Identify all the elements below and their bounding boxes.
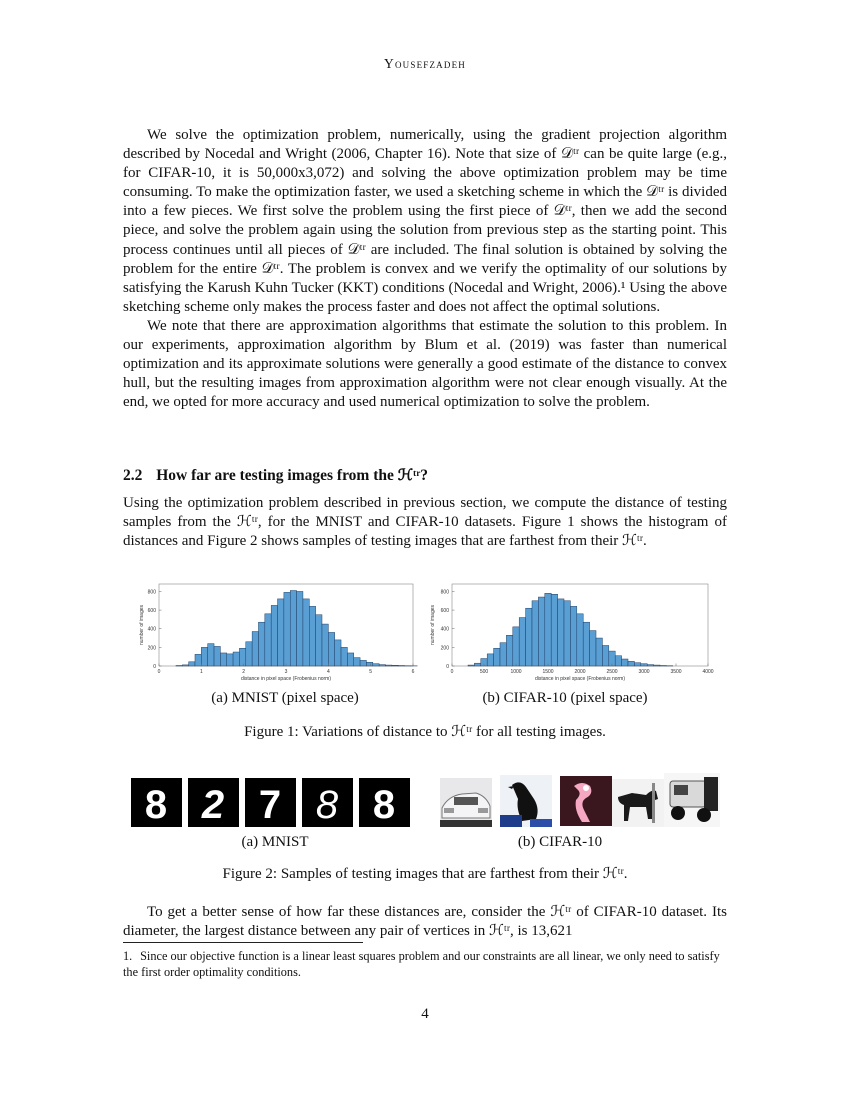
histogram-bar [208,644,214,666]
histogram-bar [602,646,608,667]
digit-8-bold-glyph [359,778,410,827]
histogram-bar [590,631,596,666]
x-tick-label: 500 [479,669,489,675]
body-text-top [123,126,727,412]
histogram-bar [519,618,525,666]
x-tick-label: 1000 [510,669,522,675]
mnist-sample-2 [188,778,239,827]
histogram-bar [551,594,557,666]
histogram-bar [468,665,474,666]
section-heading [123,466,428,485]
histogram-bar [290,591,296,666]
histogram-bar [258,622,264,666]
histogram-bar [284,592,290,666]
paragraph-1: We solve the optimization problem, numerically, using the gradient projection algorithm described by Nocedal and Wright (2006, Chapter 16). Note that size of 𝒟ᵗʳ can be quite large (e.g., for CIFAR-10, it is 50,000x3,072) and solving the above optimization problem may be time consuming. To make the optimization faster, we used a sketching scheme in which the 𝒟ᵗʳ is divided into a few pieces. We first solve the problem using the first piece of 𝒟ᵗʳ, then we add the second piece, and solve the problem again using the solution from previous step as the starting point. This process continues until all pieces of 𝒟ᵗʳ are included. The final solution is obtained by solving the problem for the entire 𝒟ᵗʳ. The problem is convex and we verify the optimality of our solutions by satisfying the Karush Kuhn Tucker (KKT) conditions (Nocedal and Wright, 2006).¹ Using the above sketching scheme only makes the process faster and does not affect the optimal solutions. [123,127,727,315]
histogram-bar [366,662,372,666]
mnist-digit-3: 7 [258,783,282,827]
y-tick-label: 0 [153,664,156,670]
x-tick-label: 0 [157,669,161,675]
histogram-bar [201,647,207,666]
figure2-caption: Figure 2: Samples of testing images that are farthest from their ℋᵗʳ. [222,866,628,882]
section-number: 2.2 [123,467,143,484]
x-tick-label: 2000 [574,669,586,675]
closing-paragraph: To get a better sense of how far these distances are, consider the ℋᵗʳ of CIFAR-10 dataset. Its diameter, the largest distance between any pair of vertices in ℋᵗʳ, is 13,621 [123,904,727,940]
x-tick-label: 3500 [670,669,682,675]
histogram-bar [577,614,583,666]
figure1-caption: Figure 1: Variations of distance to ℋᵗʳ for all testing images. [244,724,606,740]
histogram-bar [182,665,188,666]
x-axis-label: distance in pixel space (Frobenius norm) [534,676,626,682]
digit-2-glyph [188,778,239,827]
histogram-bar [278,599,284,666]
running-head: Yousefzadeh [384,56,466,71]
figure1-sub-a: (a) MNIST (pixel space) [211,690,359,706]
histogram-bar [297,591,303,666]
histogram-bar [360,660,366,666]
body-text-bottom [123,903,727,941]
mnist-sample-1 [131,778,182,827]
histogram-bar [322,624,328,666]
histogram-bar [347,653,353,666]
histogram-bar [309,606,315,666]
histogram-bar [615,656,621,666]
histogram-bar [246,642,252,666]
mnist-sample-4 [302,778,353,827]
histogram-bar [271,605,277,666]
x-tick-label: 2500 [606,669,618,675]
histogram-bar [583,622,589,666]
x-tick-label: 3 [284,669,288,675]
histogram-bar [558,599,564,666]
histogram-bar [506,635,512,666]
y-axis-label: number of images [139,604,145,646]
x-tick-label: 5 [369,669,373,675]
footnote-rule [123,942,363,943]
digit-8-loop-glyph [302,778,353,827]
y-tick-label: 200 [147,645,156,652]
histogram-bar [564,601,570,666]
x-axis-label: distance in pixel space (Frobenius norm) [240,676,332,682]
paragraph-2: We note that there are approximation algorithms that estimate the solution to this problem. In our experiments, approximation algorithm by Blum et al. (2019) was faster than numerical optimization and its approximate solutions were generally a good estimate of the distance to convex hull, but the resulting images from approximation algorithm were not clear enough visually. At the end, we opted for more accuracy and used numerical optimization to solve the problem. [123,317,727,411]
y-tick-label: 600 [147,608,156,615]
cifar-sample-truck [664,773,720,827]
cifar-sample-horse [612,779,664,827]
histogram-bar [634,663,640,666]
mnist-histogram [137,578,422,686]
histogram-bar [316,615,322,666]
body-text-section [123,494,727,551]
y-tick-label: 400 [147,626,156,633]
histogram-bar [303,599,309,666]
x-tick-label: 4 [326,669,330,675]
histogram-bar [220,653,226,666]
y-tick-label: 400 [440,626,449,633]
x-tick-label: 1500 [542,669,554,675]
x-tick-label: 4000 [702,669,714,675]
histogram-bar [500,643,506,666]
x-tick-label: 1 [199,669,203,675]
histogram-bar [628,661,634,666]
figure2-sub-b: (b) CIFAR-10 [517,834,603,850]
x-tick-label: 3000 [638,669,650,675]
histogram-bar [570,606,576,666]
mnist-digit-1: 8 [144,783,168,827]
histogram-bar [328,632,334,666]
mnist-sample-3 [245,778,296,827]
y-tick-label: 600 [440,608,449,615]
histogram-bar [532,601,538,666]
digit-8-glyph [131,778,182,827]
histogram-bar [487,654,493,666]
x-tick-label: 2 [242,669,246,675]
histogram-bar [622,659,628,666]
histogram-bar [474,663,480,666]
cifar-sample-flamingo [560,776,612,826]
y-tick-label: 800 [440,589,449,596]
mnist-sample-5 [359,778,410,827]
section-title: How far are testing images from the ℋᵗʳ? [156,467,429,484]
footnote [123,948,727,980]
y-tick-label: 0 [446,664,449,670]
page-number: 4 [421,1006,429,1022]
footnote-text: Since our objective function is a linear least squares problem and our constraints are all linear, we only need to satisfy the first order optimality conditions. [123,949,720,979]
figure2-sub-a: (a) MNIST [241,834,309,850]
histogram-bar [373,664,379,666]
histogram-bar [341,647,347,666]
histogram-bar [354,658,360,666]
cifar-sample-bird [500,775,552,827]
cifar-chart-group [430,584,714,682]
histogram-bar [654,665,660,666]
histogram-bar [252,632,258,666]
y-tick-label: 200 [440,645,449,652]
histogram-bar [392,665,398,666]
y-axis-label: number of images [430,604,436,646]
histogram-bar [379,665,385,666]
histogram-bar [494,648,500,666]
histogram-bar [195,654,201,666]
histogram-bar [596,638,602,666]
histogram-bar [214,646,220,666]
footnote-number: 1. [123,949,133,963]
mnist-digit-4: 8 [315,783,339,827]
x-tick-label: 6 [411,669,415,675]
x-tick-label: 0 [450,669,454,675]
mnist-digit-2: 2 [201,783,225,827]
histogram-bar [233,652,239,666]
section-paragraph: Using the optimization problem described in previous section, we compute the distance of testing samples from the ℋᵗʳ, for the MNIST and CIFAR-10 datasets. Figure 1 shows the histogram of distances and Figure 2 shows samples of testing images that are farthest from their ℋᵗʳ. [123,495,727,550]
histogram-bar [265,614,271,666]
cifar-histogram [428,578,718,686]
histogram-bar [538,597,544,666]
mnist-chart-group [139,584,417,682]
histogram-bar [647,665,653,666]
histogram-bar [227,654,233,666]
cifar-sample-car [440,778,492,827]
figure1-sub-b: (b) CIFAR-10 (pixel space) [482,690,648,706]
histogram-bar [335,640,341,666]
histogram-bar [385,665,391,666]
histogram-bar [513,627,519,666]
histogram-bar [189,662,195,666]
digit-7-glyph [245,778,296,827]
histogram-bar [239,648,245,666]
histogram-bar [526,608,532,666]
histogram-bar [545,593,551,666]
y-tick-label: 800 [147,589,156,596]
mnist-digit-5: 8 [372,783,396,827]
